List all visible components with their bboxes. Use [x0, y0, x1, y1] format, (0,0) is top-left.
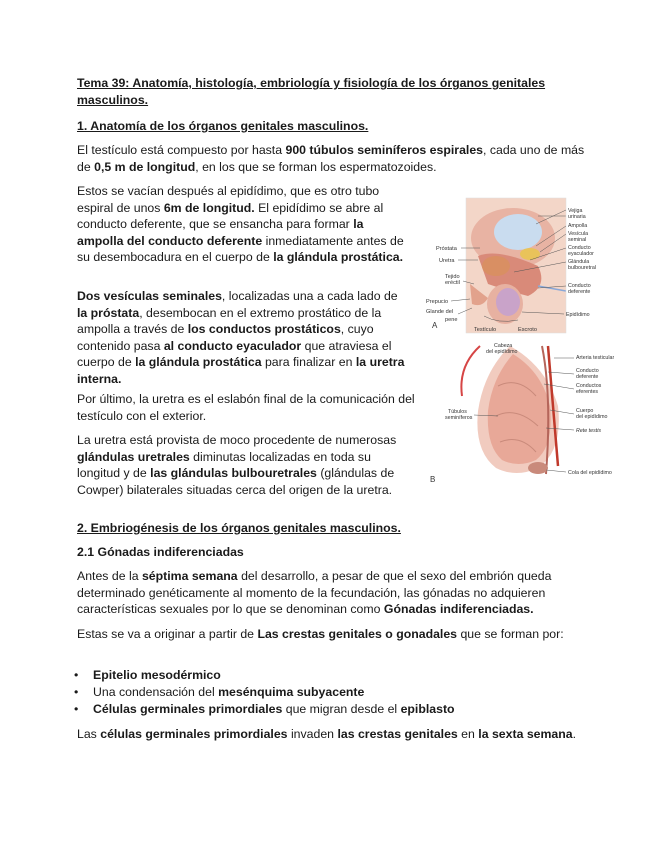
- svg-text:Ampolla: Ampolla: [568, 223, 588, 229]
- svg-text:seminíferos: seminíferos: [445, 415, 473, 421]
- bullet-dot: •: [74, 685, 79, 699]
- paragraph-3: Dos vesículas seminales, localizadas una a cada lado de la próstata, desembocan en el extremo prostático de la ampolla a través de los conductos prostáticos, cuyo contenido pasa al conducto eyaculador que atraviesa el cuerpo de la glándula prostática para finalizar en la uretra interna.: [77, 289, 405, 386]
- anatomy-figure: [418, 196, 614, 492]
- section-2-heading: 2. Embriogénesis de los órganos genitales masculinos.: [77, 521, 401, 535]
- paragraph-5: La uretra está provista de moco procedente de numerosas glándulas uretrales diminutas localizadas en toda su longitud y de las glándulas bulbouretrales (glándulas de Cowper) bilaterales situadas cerca del origen de la uretra.: [77, 433, 397, 497]
- svg-text:Túbulos: Túbulos: [448, 409, 467, 415]
- svg-text:Cuerpo: Cuerpo: [576, 408, 594, 414]
- subsection-2-1-heading: 2.1 Gónadas indiferenciadas: [77, 545, 244, 559]
- svg-text:Epidídimo: Epidídimo: [566, 312, 590, 318]
- svg-text:Conducto: Conducto: [568, 245, 591, 251]
- paragraph-8: Las células germinales primordiales invaden las crestas genitales en la sexta semana.: [77, 727, 577, 741]
- svg-text:bulbouretral: bulbouretral: [568, 265, 596, 271]
- svg-text:urinaria: urinaria: [568, 214, 586, 220]
- section-1-heading: 1. Anatomía de los órganos genitales masculinos.: [77, 119, 369, 133]
- svg-text:Vesícula: Vesícula: [568, 231, 589, 237]
- bullet-dot: •: [74, 702, 79, 716]
- paragraph-7: Estas se va a originar a partir de Las crestas genitales o gonadales que se forman por:: [77, 627, 564, 641]
- svg-text:Arteria testicular: Arteria testicular: [576, 355, 614, 361]
- svg-text:deferente: deferente: [576, 374, 599, 380]
- paragraph-2: Estos se vacían después al epidídimo, que es otro tubo espiral de unos 6m de longitud. El epidídimo se abre al conducto deferente, que se ensancha para formar la ampolla del conducto deferente inmediatamente antes de su desembocadura en el cuerpo de la glándula prostática.: [77, 184, 404, 264]
- panel-b-letter: B: [430, 475, 436, 484]
- svg-text:Conductos: Conductos: [576, 383, 602, 389]
- label-escroto: Escroto: [518, 327, 537, 333]
- bullet-dot: •: [74, 668, 79, 682]
- paragraph-6: Antes de la séptima semana del desarrollo, a pesar de que el sexo del embrión queda determinado genéticamente al momento de la fecundación, las gónadas no adquieren características sexuales por lo que se denominan como Gónadas indiferenciadas.: [77, 569, 552, 616]
- label-testiculo: Testículo: [474, 327, 497, 333]
- label-uretra: Uretra: [439, 258, 455, 264]
- svg-text:Vejiga: Vejiga: [568, 208, 583, 214]
- svg-text:Conducto: Conducto: [576, 368, 599, 374]
- svg-text:Cabeza: Cabeza: [494, 343, 513, 349]
- label-pene: pene: [445, 317, 458, 323]
- svg-text:Glándula: Glándula: [568, 259, 590, 265]
- svg-text:del epidídimo: del epidídimo: [486, 349, 518, 355]
- svg-text:deferente: deferente: [568, 289, 591, 295]
- paragraph-1: El testículo está compuesto por hasta 900 túbulos seminíferos espirales, cada uno de más de 0,5 m de longitud, en los que se forman los espermatozoides.: [77, 143, 585, 174]
- panel-a-illustration: [466, 198, 566, 333]
- svg-text:del epidídimo: del epidídimo: [576, 414, 608, 420]
- document-title: Tema 39: Anatomía, histología, embriología y fisiología de los órganos genitales masculinos.: [77, 76, 546, 107]
- document-page: Tema 39: Anatomía, histología, embriología y fisiología de los órganos genitales masculinos. 1. Anatomía de los órganos genitales masculinos. El testículo está compuesto por hasta 900 túbulos seminíferos espirales, cada uno de más de 0,5 m de longitud, en los que se forman los espermatozoides. Estos se vacían después al epidídimo, que es otro tubo espiral de unos 6m de longitud. El epidídimo se abre al conducto deferente, que se ensancha para formar la ampolla del conducto deferente inmediatamente antes de su desembocadura en el cuerpo de la glándula prostática. Dos vesículas seminales, localizadas una a cada lado de la próstata, desembocan en el extremo prostático de la ampolla a través de los conductos prostáticos, cuyo contenido pasa al conducto eyaculador que atraviesa el cuerpo de la glándula prostática para finalizar en la uretra interna. Por último, la uretra es el eslabón final de la comunicación del testículo con el exterior. La uretra está provista de moco procedente de numerosas glándulas uretrales diminutas localizadas en toda su longitud y de las glándulas bulbouretrales (glándulas de Cowper) bilaterales situadas cerca del origen de la uretra. 2. Embriogénesis de los órganos genitales masculinos. 2.1 Gónadas indiferenciadas Antes de la séptima semana del desarrollo, a pesar de que el sexo del embrión queda determinado genéticamente al momento de la fecundación, las gónadas no adquieren características sexuales por lo que se denominan como Gónadas indiferenciadas. Estas se va a originar a partir de Las crestas genitales o gonadales que se forman por: • Epitelio mesodérmico • Una condensación del mesénquima subyacente • Células germinales primordiales que migran desde el epiblasto Las células germinales primordiales invaden las crestas genitales en la sexta semana. Próstata Uretra Tejido eréctil Prepucio Glande del pene Testículo Escroto A Vejiga urinaria Ampolla Vesícula seminal Conducto eyaculador Glándula bulbouretral Conducto deferente Epidídimo Cabeza del epidídimo Arteria testicular Conducto deferente Conductos eferentes Cuerpo del epidídimo Rete testis Túbulos seminíferos Cola del epidídimo B: [74, 76, 614, 741]
- svg-text:eferentes: eferentes: [576, 389, 599, 395]
- svg-text:eyaculador: eyaculador: [568, 251, 594, 257]
- label-prepucio: Prepucio: [426, 299, 449, 305]
- label-erectil: eréctil: [445, 280, 460, 286]
- svg-text:Rete testis: Rete testis: [576, 428, 602, 434]
- panel-a-letter: A: [432, 321, 438, 330]
- panel-b-illustration: [461, 346, 558, 474]
- svg-text:seminal: seminal: [568, 237, 587, 243]
- label-prostata: Próstata: [436, 246, 457, 252]
- paragraph-4: Por último, la uretra es el eslabón final de la comunicación del testículo con el exterior.: [77, 392, 415, 423]
- label-glande: Glande del: [426, 309, 454, 315]
- svg-text:Cola del epidídimo: Cola del epidídimo: [568, 470, 612, 476]
- svg-text:Conducto: Conducto: [568, 283, 591, 289]
- label-tejido: Tejido: [445, 274, 460, 280]
